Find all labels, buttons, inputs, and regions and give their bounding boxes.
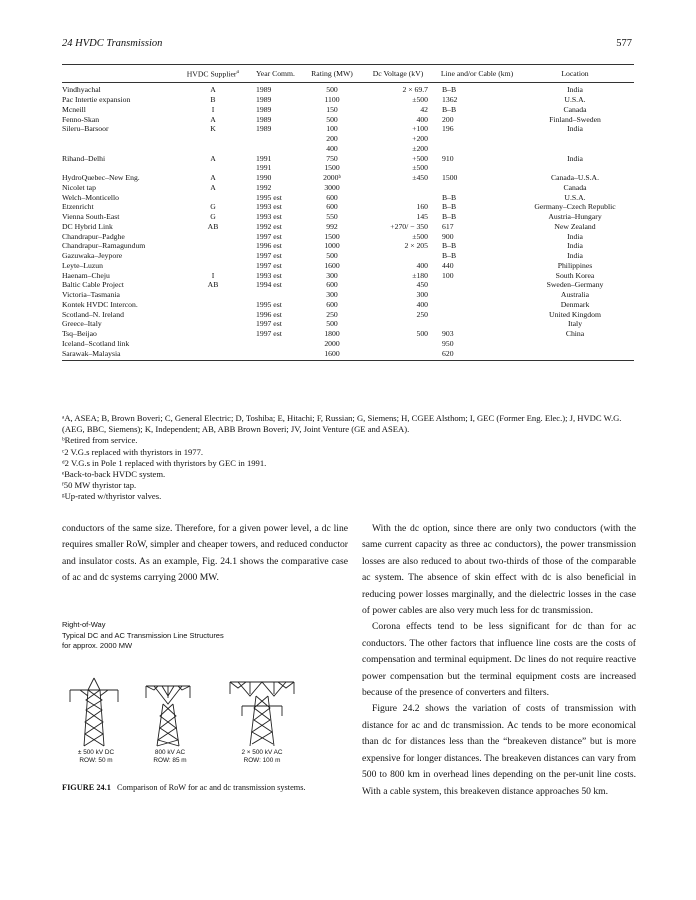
page-header (62, 38, 632, 52)
table-row (62, 251, 634, 261)
table-cell (438, 310, 516, 320)
column-header: Line and/or Cable (km) (438, 65, 516, 83)
tower-label-dc: ± 500 kV DC ROW: 50 m (77, 749, 115, 764)
table-cell: 500 (326, 251, 338, 261)
table-cell: Leyte–Luzun (62, 260, 103, 270)
table-cell (438, 300, 516, 310)
table-cell: New Zealand (554, 221, 596, 231)
table-row (62, 261, 634, 271)
table-row (62, 222, 634, 232)
figure-title (62, 620, 224, 652)
table-cell: A (210, 114, 216, 124)
table-cell (358, 339, 438, 349)
table-cell (516, 349, 634, 361)
table-cell (62, 163, 176, 173)
column-header: Dc Voltage (kV) (358, 65, 438, 83)
left-column (62, 521, 348, 587)
table-cell (250, 134, 306, 144)
footnote: ᵍUp-rated w/thyristor valves. (62, 491, 162, 502)
table-cell: Fenno-Skan (62, 114, 100, 124)
table-row (62, 95, 634, 105)
table-row (62, 241, 634, 251)
table-cell: 1996 est (256, 309, 282, 319)
table-cell: 1990 (256, 173, 272, 183)
table-cell: India (567, 124, 583, 134)
table-footnotes (62, 413, 636, 503)
table-row (62, 271, 634, 281)
table-cell (358, 349, 438, 361)
table-cell: Finland–Sweden (549, 114, 601, 124)
table-cell: 2 × 69.7 (402, 85, 428, 95)
table-cell: 1997 est (256, 329, 282, 339)
table-cell: 1500 (442, 173, 458, 183)
table-row (62, 144, 634, 154)
table-row (62, 329, 634, 339)
table-cell: Mcneill (62, 104, 86, 114)
table-cell (358, 319, 438, 329)
ac-800kv-tower-drawing (146, 686, 190, 746)
footnote: ᶠ50 MW thyristor tap. (62, 480, 137, 491)
table-cell (358, 193, 438, 203)
table-cell (62, 144, 176, 154)
table-row (62, 212, 634, 222)
table-cell: 1800 (324, 329, 340, 339)
table-cell: Chandrapur–Ramagundum (62, 241, 146, 251)
table-cell: ±500 (412, 231, 428, 241)
table-cell: Austria–Hungary (548, 212, 602, 222)
table-cell: +270/ − 350 (390, 221, 428, 231)
table-cell: 1000 (324, 241, 340, 251)
table-cell: 910 (442, 153, 454, 163)
table-cell: Welch–Monticello (62, 192, 120, 202)
table-cell: 2000 (324, 338, 340, 348)
table-cell: Scotland–N. Ireland (62, 309, 124, 319)
table-cell (176, 290, 250, 300)
table-cell (176, 163, 250, 173)
table-cell: I (211, 104, 215, 114)
table-row (62, 173, 634, 183)
table-cell (176, 300, 250, 310)
table-cell (176, 319, 250, 329)
table-cell: 250 (326, 309, 338, 319)
table-cell: 1989 (256, 124, 272, 134)
body-paragraph: With the dc option, since there are only two conductors (with the same current capacity as three ac conductors), the power transmission losses are also reduced to about two-thirds of those of the comparable ac system. The absence of skin effect with dc is also beneficial in reducing power losses marginally, and the dielectric losses in the case of power cables are also very much less for dc transmission. (362, 523, 636, 617)
table-cell: 42 (420, 104, 428, 114)
table-cell: 600 (326, 192, 338, 202)
table-cell (250, 290, 306, 300)
running-head: 24 HVDC Transmission (62, 38, 163, 49)
dc-tower-drawing (70, 678, 118, 746)
table-cell: 160 (416, 202, 428, 212)
table-cell (176, 241, 250, 251)
table-row (62, 183, 634, 193)
table-cell: 620 (438, 349, 516, 361)
table-row (62, 232, 634, 242)
table-cell: 1993 est (256, 212, 282, 222)
table-cell: Sarawak–Malaysia (62, 349, 176, 361)
table-cell: B–B (442, 192, 457, 202)
table-row (62, 319, 634, 329)
table-cell: 150 (326, 104, 338, 114)
table-cell: 450 (416, 280, 428, 290)
table-cell: 200 (326, 134, 338, 144)
column-header: Rating (MW) (306, 65, 358, 83)
table-cell: India (567, 251, 583, 261)
table-row (62, 339, 634, 349)
table-cell: 1600 (324, 260, 340, 270)
table-cell: 1991 (256, 153, 272, 163)
table-cell (358, 183, 438, 193)
table-row (62, 300, 634, 310)
hvdc-projects-table (62, 64, 634, 361)
table-cell (176, 232, 250, 242)
table-cell: India (567, 241, 583, 251)
table-cell (176, 349, 250, 361)
table-cell: Canada–U.S.A. (550, 173, 600, 183)
table-cell: 1997 est (256, 319, 282, 329)
table-cell: Victoria–Tasmania (62, 290, 120, 300)
footnote: ᵃA, ASEA; B, Brown Boveri; C, General Electric; D, Toshiba; E, Hitachi; F, Russian; G, Siemens; H, CGEE Alsthom; I, GEC (Former Eng. Elec.); J, HVDC W.G. (AEG, BBC, Siemens); K, Independent; AB, ABB Brown Boveri; JV, Joint Venture (GE and ASEA). (62, 413, 622, 435)
table-cell: 145 (416, 212, 428, 222)
figure-title-line: Right-of-Way (62, 620, 106, 629)
table-cell (250, 339, 306, 349)
table-cell: 100 (442, 270, 454, 280)
body-paragraph: Corona effects tend to be less significant for dc than for ac conductors. The other factors that influence line costs are the costs of compensation and terminal equipment. Dc lines do not require reactive power compensation but the terminal equipment costs are increased because of the presence of converters and filters. (362, 621, 636, 699)
table-cell (176, 339, 250, 349)
table-cell: 1992 (256, 182, 272, 192)
footnote: ᵇRetired from service. (62, 435, 138, 446)
table-cell: Haenam–Cheju (62, 270, 110, 280)
table-cell (438, 280, 516, 290)
table-cell: I (211, 270, 215, 280)
footnote: ᵈ2 V.G.s in Pole 1 replaced with thyristors by GEC in 1991. (62, 457, 267, 468)
table-cell: India (567, 85, 583, 95)
table-cell: Philippines (557, 260, 593, 270)
table-cell: 1362 (442, 95, 458, 105)
table-cell: Denmark (560, 299, 590, 309)
table-cell: 950 (442, 338, 454, 348)
table-row (62, 310, 634, 320)
footnote: ᶜ2 V.G.s replaced with thyristors in 1977. (62, 446, 204, 457)
table-cell: 1997 est (256, 251, 282, 261)
table-row (62, 83, 634, 95)
table-cell (516, 339, 634, 349)
table-cell: 440 (442, 260, 454, 270)
table-cell: K (210, 124, 216, 134)
table-cell: A (210, 85, 216, 95)
table-cell (176, 310, 250, 320)
table-cell: China (565, 329, 585, 339)
table-cell: Iceland–Scotland link (62, 338, 130, 348)
table-cell: 1995 est (256, 192, 282, 202)
table-cell: B–B (442, 202, 457, 212)
table-row (62, 290, 634, 300)
table-cell: 500 (326, 319, 338, 329)
table-cell: 500 (326, 114, 338, 124)
table-cell: 400 (416, 260, 428, 270)
table-row (62, 124, 634, 134)
table-cell (62, 134, 176, 144)
table-cell (516, 163, 634, 173)
table-cell: Canada (563, 182, 587, 192)
table-row (62, 280, 634, 290)
table-cell: 617 (442, 221, 454, 231)
table-row (62, 163, 634, 173)
table-cell (516, 134, 634, 144)
table-cell: DC Hybrid Link (62, 221, 113, 231)
table-cell: HydroQuebec–New Eng. (62, 173, 140, 183)
tower-drawings (62, 676, 348, 748)
table-cell: 250 (416, 309, 428, 319)
table-cell (438, 290, 516, 300)
table-cell: Kontek HVDC Intercon. (62, 299, 138, 309)
table-cell: A (210, 182, 216, 192)
table-cell: Pac Intertie expansion (62, 95, 131, 105)
body-paragraph: Figure 24.2 shows the variation of costs of transmission with distance for ac and dc transmission. Ac tends to be more economical than dc for distances less than the “breakeven distance” but is more expensive for longer distances. The breakeven distances can vary from 500 to 800 km in overhead lines depending on the per-unit line costs. With a cable system, this breakeven distance approaches 50 km. (362, 703, 636, 797)
table-cell: B (210, 95, 216, 105)
table-cell: Australia (560, 290, 590, 300)
table-cell (176, 329, 250, 339)
table-row (62, 154, 634, 164)
table-cell (250, 349, 306, 361)
table-cell: B–B (442, 251, 457, 261)
table-cell (176, 251, 250, 261)
table-cell: U.S.A. (564, 192, 586, 202)
table-cell: South Korea (555, 270, 595, 280)
table-cell: Baltic Cable Project (62, 280, 124, 290)
table-cell: Sweden–Germany (546, 280, 604, 290)
table-cell: 300 (416, 290, 428, 300)
table-cell: B–B (442, 104, 457, 114)
right-column (362, 521, 636, 800)
table-cell: 400 (416, 114, 428, 124)
table-cell: Greece–Italy (62, 319, 102, 329)
table-cell: India (567, 231, 583, 241)
table-cell: 1500 (324, 163, 340, 173)
table-cell: 2000ᵇ (323, 173, 341, 183)
table-cell: B–B (442, 212, 457, 222)
figure-caption-text: Comparison of RoW for ac and dc transmission systems. (116, 783, 306, 792)
table-cell: 1100 (324, 95, 340, 105)
figure-title-line: Typical DC and AC Transmission Line Structures (62, 630, 224, 640)
figure-24-1 (62, 620, 348, 770)
table-cell: +500 (412, 153, 428, 163)
table-cell: 1600 (306, 349, 358, 361)
table-cell: 1993 est (256, 270, 282, 280)
table-cell: 1989 (256, 104, 272, 114)
table-cell: Rihand–Delhi (62, 153, 106, 163)
table-cell: Nicolet tap (62, 182, 96, 192)
table-cell (438, 144, 516, 154)
footnote: ᵉBack-to-back HVDC system. (62, 469, 166, 480)
table-cell: 1991 (256, 163, 272, 173)
table-cell: ±200 (412, 143, 428, 153)
table-row (62, 349, 634, 361)
table-cell: 100 (326, 124, 338, 134)
table-cell: 1994 est (256, 280, 282, 290)
table-cell: 500 (416, 329, 428, 339)
table-cell: 600 (326, 299, 338, 309)
table-cell: 2 × 205 (404, 241, 428, 251)
table-cell: Sileru–Barsoor (62, 124, 109, 134)
table-cell (176, 144, 250, 154)
table-cell: Vindhyachal (62, 85, 101, 95)
table-cell: 550 (326, 212, 338, 222)
table-cell: Canada (563, 104, 587, 114)
column-header: HVDC Supplier$^a$ (176, 65, 250, 83)
table-cell: ±500 (412, 163, 428, 173)
table-cell (438, 163, 516, 173)
column-header: Location (516, 65, 634, 83)
table-cell: 1989 (256, 114, 272, 124)
table-cell (516, 144, 634, 154)
figure-label: FIGURE 24.1 (62, 783, 111, 792)
table-cell: 600 (326, 280, 338, 290)
table-cell: 1992 est (256, 221, 282, 231)
table-cell: Italy (567, 319, 583, 329)
table-cell: G (210, 212, 216, 222)
table-cell: AB (207, 221, 219, 231)
table-cell (250, 144, 306, 154)
table-row (62, 105, 634, 115)
table-cell: United Kingdom (549, 309, 601, 319)
table-cell: 300 (326, 290, 338, 300)
table-cell: 300 (326, 270, 338, 280)
table-cell: 1997 est (256, 231, 282, 241)
table-cell: Vienna South-East (62, 212, 120, 222)
table-cell: Etzenricht (62, 202, 94, 212)
table-cell: 1997 est (256, 260, 282, 270)
column-header (62, 65, 176, 83)
table-cell: +200 (412, 134, 428, 144)
table-cell (358, 251, 438, 261)
page-number: 577 (616, 38, 632, 49)
table-cell: 600 (326, 202, 338, 212)
table-row (62, 193, 634, 203)
table-cell: ±180 (412, 270, 428, 280)
table-cell (176, 134, 250, 144)
table-cell: ±450 (412, 173, 428, 183)
table-cell: A (210, 153, 216, 163)
table-cell: 200 (442, 114, 454, 124)
table-cell: 903 (442, 329, 454, 339)
table-cell (438, 183, 516, 193)
table-cell: 992 (326, 221, 338, 231)
table-cell: G (210, 202, 216, 212)
table-cell: +100 (412, 124, 428, 134)
table-cell (438, 319, 516, 329)
table-cell: B–B (442, 85, 457, 95)
table-cell: 900 (442, 231, 454, 241)
table-cell (438, 134, 516, 144)
table-cell: 400 (416, 299, 428, 309)
table-cell (176, 261, 250, 271)
table-cell: 1995 est (256, 299, 282, 309)
figure-title-line: for approx. 2000 MW (62, 641, 133, 650)
table-row (62, 115, 634, 125)
table-cell: 3000 (324, 182, 340, 192)
tower-label-ac-800kv: 800 kV AC ROW: 85 m (153, 749, 187, 764)
table-cell: U.S.A. (564, 95, 586, 105)
table-row (62, 202, 634, 212)
table-cell: India (567, 153, 583, 163)
table-cell: 1996 est (256, 241, 282, 251)
table-cell: Tsq–Beijao (62, 329, 97, 339)
table-cell: Germany–Czech Republic (534, 202, 616, 212)
column-header: Year Comm. (250, 65, 306, 83)
ac-2x500kv-tower-drawing (230, 682, 294, 746)
table-cell: 1989 (256, 95, 272, 105)
table-cell: 750 (326, 153, 338, 163)
table-cell: 1989 (256, 85, 272, 95)
table-cell: 400 (326, 143, 338, 153)
tower-label-ac-2x500kv: 2 × 500 kV AC ROW: 100 m (241, 749, 283, 764)
table-cell: 1993 est (256, 202, 282, 212)
body-paragraph: conductors of the same size. Therefore, for a given power level, a dc line requires smaller RoW, simpler and cheaper towers, and reduced conductor and insulator costs. As an example, Fig. 24.1 shows the comparative case of ac and dc systems carrying 2000 MW. (62, 523, 348, 584)
figure-caption (62, 783, 352, 792)
table-cell: A (210, 173, 216, 183)
table-cell: 196 (442, 124, 454, 134)
table-cell: 500 (326, 85, 338, 95)
table-cell: Chandrapur–Padghe (62, 231, 125, 241)
table-cell (176, 193, 250, 203)
table-header-row (62, 65, 634, 83)
table-cell: AB (207, 280, 219, 290)
table-cell: ±500 (412, 95, 428, 105)
table-row (62, 134, 634, 144)
table-cell: B–B (442, 241, 457, 251)
table-cell: Gazuwaka–Jeypore (62, 251, 123, 261)
table-cell: 1500 (324, 231, 340, 241)
